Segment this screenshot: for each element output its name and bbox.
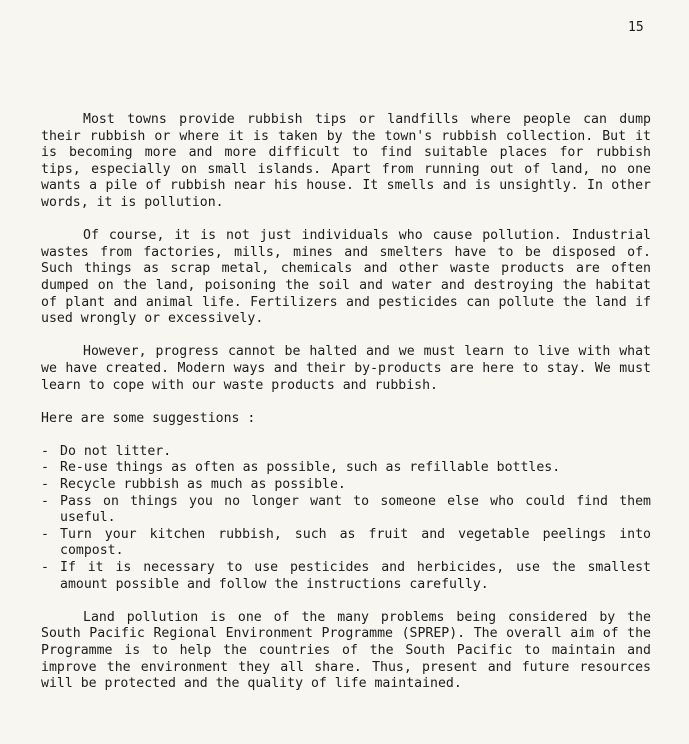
suggestion-item: [41, 560, 651, 593]
page-number: 15: [628, 20, 644, 35]
suggestion-text: Re-use things as often as possible, such as refillable bottles.: [60, 460, 561, 476]
paragraph-industrial-pollution: Of course, it is not just individuals who cause pollution. Industrial wastes from factories, mills, mines and smelters have to be disposed of. Such things as scrap metal, chemicals and other waste products are often dumped on the land, poisoning the soil and water and destroying the habitat of plant and animal life. Fertilizers and pesticides can pollute the land if used wrongly or excessively.: [41, 228, 651, 327]
paragraph-progress: However, progress cannot be halted and we must learn to live with what we have created. Modern ways and their by-products are here to stay. We must learn to cope with our waste products and rubbish.: [41, 344, 651, 393]
suggestion-text: Recycle rubbish as much as possible.: [60, 477, 346, 493]
bullet-dash: -: [41, 493, 49, 509]
bullet-dash: -: [41, 460, 49, 476]
suggestion-item: [41, 477, 651, 494]
suggestion-text: Pass on things you no longer want to someone else who could find them useful.: [60, 493, 651, 526]
bullet-dash: -: [41, 526, 49, 542]
suggestions-list: [41, 444, 651, 593]
suggestion-item: [41, 527, 651, 560]
suggestion-text: Do not litter.: [60, 443, 172, 459]
suggestion-item: [41, 444, 651, 461]
suggestions-intro: Here are some suggestions :: [41, 410, 256, 426]
body-text: [41, 112, 651, 709]
suggestion-text: Turn your kitchen rubbish, such as fruit and vegetable peelings into compost.: [60, 526, 651, 559]
bullet-dash: -: [41, 477, 49, 493]
bullet-dash: -: [41, 443, 49, 459]
suggestion-item: [41, 494, 651, 527]
suggestion-item: [41, 460, 651, 477]
bullet-dash: -: [41, 560, 49, 576]
suggestion-text: If it is necessary to use pesticides and herbicides, use the smallest amount possible and follow the instructions carefully.: [60, 560, 651, 592]
paragraph-rubbish-tips: Most towns provide rubbish tips or landfills where people can dump their rubbish or where it is taken by the town's rubbish collection. But it is becoming more and more difficult to find suitable places for rubbish tips, especially on small islands. Apart from running out of land, no one wants a pile of rubbish near his house. It smells and is unsightly. In other words, it is pollution.: [41, 112, 651, 210]
paragraph-sprep: Land pollution is one of the many problems being considered by the South Pacific Regional Environment Programme (SPREP). The overall aim of the Programme is to help the countries of the South Pacific to maintain and improve the environment they all share. Thus, present and future resources will be protected and the quality of life maintained.: [41, 609, 651, 692]
